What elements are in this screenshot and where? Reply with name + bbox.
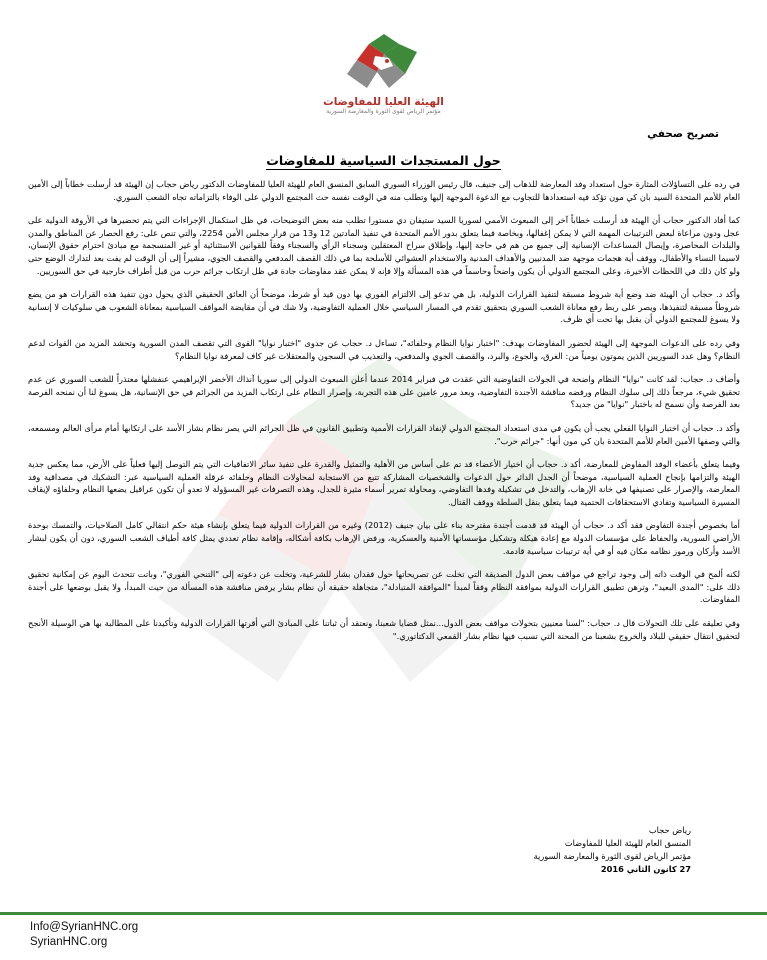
statement-label: تصريح صحفي	[647, 128, 719, 140]
logo-subtitle: مؤتمر الرياض لقوى الثورة والمعارضة السورية	[326, 108, 441, 115]
document-body	[28, 178, 740, 653]
paragraph: أما بخصوص أجندة التفاوض فقد أكد د. حجاب أن الهيئة قد قدمت أجندة مقترحة بناء على بيان جنيف (2012) وغيره من القرارات الدولية فيما يتعلق بإنشاء هيئة حكم انتقالي كامل الصلاحيات، والتمسك بوحدة الأراضي السورية، والحفاظ على مؤسسات الدولة مع إعادة هيكلة وتشكيل مؤسساتها الأمنية والعسكرية، ورفض الإرهاب بكافة أشكاله، وإقامة نظام تعددي يمثل كافة أطياف الشعب السوري، دون أن يكون لبشار الأسد وأركان ورموز نظامه مكان فيه أو في أية ترتيبات سياسية قادمة.	[28, 520, 740, 556]
signature-block	[534, 824, 691, 876]
paragraph: وفي رده على الدعوات الموجهة إلى الهيئة لحضور المفاوضات بهدف: "اختبار نوايا النظام وحلفائه"، تساءل د. حجاب عن جدوى "اختبار نوايا" القوى التي تقصف المدن السورية وتحشد المزيد من القوات لدعم النظام؟ وهل عدد السوريين الذين يموتون يومياً من: الغرق، والجوع، والبرد، والقصف الجوي والمدفعي، والتعذيب في السجون والمعتقلات غير كاف لمعرفة نوايا النظام؟	[28, 337, 740, 361]
paragraph: وفي تعليقه على تلك التحولات قال د. حجاب: "لسنا معنيين بتحولات مواقف بعض الدول...نمثل قضايا شعبنا، ونعتقد أن ثباتنا على المبادئ التي أقرتها القرارات الدولية وتأكيدنا على المطالبة بها هي الوسيلة الأنجح لتحقيق انتقال حقيقي للبلاد والخروج بشعبنا من المحنة التي تسبب فيها نظام بشار القمعي الدكتاتوري."	[28, 618, 740, 641]
paragraph: كما أفاد الدكتور حجاب أن الهيئة قد أرسلت خطاباً آخر إلى المبعوث الأممي لسوريا السيد ستيفان دي مستورا تطلب منه بعض التوضيحات، في ظل استكمال الإجراءات التي يتم تحضيرها في الأروقة الدولية على عجل ودون مراعاة لبعض الترتيبات المهمة التي لا يمكن إغفالها، وبخاصة فيما يتعلق بدور الأمم المتحدة في تنفيذ المادتين 12 و13 من قرار مجلس الأمن 2254، والتي تنص على: رفع الحصار عن المناطق والمدن والبلدات المحاصرة، وإيصال المساعدات الإنسانية إلى جميع من هم في حاجة إليها، وإطلاق سراح المعتقلين وسجناء الرأي والسجناء وفقاً للقوانين الاستثنائية أو غير المنسجمة مع مبادئ احترام حقوق الإنسان، لاسيما النساء والأطفال، ووقف أية هجمات موجهة ضد المدنيين والأهداف المدنية والاستخدام العشوائي للأسلحة بما في ذلك القصف المدفعي والقصف الجوي، مشيراً إلى أن الوقت لم يفت بعد لتدارك الوضع حتى ولو كان ذلك في اللحظات الأخيرة، وعلى المجتمع الدولي أن يكون واضحاً وحاسماً في هذه المسألة وإلا فإنه لا يمكن عقد مفاوضات جادة في ظل ارتكاب جرائم حرب من قبل أطراف خارجية في حق السوريين.	[28, 215, 741, 276]
paragraph: وفيما يتعلق بأعضاء الوفد المفاوض للمعارضة، أكد د. حجاب أن اختيار الأعضاء قد تم على أساس من الأهلية والتمثيل والقدرة على تنفيذ سائر الاتفاقيات التي يتم التوصل إليها فعلياً على الأرض، مما يعكس جدية الهيئة والتزامها بإنجاح العملية السياسية، موضحاً أن الجدل الدائر حول الدعوات والشخصيات المشاركة تتبع من الاستجابة لمحاولات النظام وحلفائه عرقلة العملية السياسية عبر: التشكيك في مصداقية وفد المعارضة، والإصرار على تصنيفها في خانة الإرهاب، والتدخل في تشكيلة وفدها التفاوضي، ومحاولة تمرير أسماء مثيرة للجدل، وهذه التصرفات غير المسؤولة لا تعدو أن تكون عراقيل يضعها النظام وحلفاؤه لإيقاف المسيرة السياسية وتفادي الاستحقاقات الحتمية فيما يتعلق بنقل السلطة ووقف القتال.	[28, 459, 740, 507]
paragraph: وأكد د. حجاب أن الهيئة ضد وضع أية شروط مسبقة لتنفيذ القرارات الدولية، بل هي تدعو إلى الالتزام الفوري بها دون قيد أو شرط، موضحاً أن العائق الحقيقي الذي يحول دون تنفيذ هذه القرارات هو من يضع شروطاً مسبقة لتنفيذها، ويصر على ربط رفع معاناة الشعب السوري بتحقيق تقدم في المسار السياسي خلال العملية التفاوضية، ولا شك في أن مقايضة المواقف السياسية بمعاناة الشعوب هي سلوكيات لا إنسانية ولا يسوغ للمجتمع الدولي أن يقبل بها تحت أي ظرف.	[28, 289, 740, 325]
document-title-text: حول المستجدات السياسية للمفاوضات	[266, 153, 501, 168]
paragraph: وأكد د. حجاب أن اختبار النوايا الفعلي يجب أن يكون في مدى استعداد المجتمع الدولي لإنفاذ القرارات الأممية وتطبيق القانون في ظل الجرائم التي يصر نظام بشار الأسد على ارتكابها أمام مرأى العالم ومسمعه، والتي وصفها الأمين العام للأمم المتحدة بان كي مون أنها: "جرائم حرب".	[28, 422, 740, 446]
hnc-logo	[0, 30, 767, 116]
signature-name: رياض حجاب	[648, 825, 691, 835]
footer	[30, 920, 138, 950]
signature-org: مؤتمر الرياض لقوى الثورة والمعارضة السورية	[533, 851, 691, 861]
footer-website-link[interactable]: SyrianHNC.org	[30, 936, 108, 948]
hnc-emblem-icon	[339, 30, 429, 92]
footer-divider	[0, 912, 767, 915]
paragraph: في رده على التساؤلات المثارة حول استعداد وفد المعارضة للذهاب إلى جنيف، قال رئيس الوزراء السوري السابق المنسق العام للهيئة العليا للمفاوضات الدكتور رياض حجاب إن الهيئة قد أرسلت خطاباً إلى الأمين العام للأمم المتحدة السيد بان كي مون تؤكد فيه استعدادها للتجاوب مع الدعوة الموجهة إليها وتطلب منه في الوقت نفسه حث المجتمع الدولي على الوفاء بالتزاماته تجاه الشعب السوري.	[28, 179, 740, 202]
logo-name: الهيئة العليا للمفاوضات	[323, 96, 444, 108]
document-title	[0, 153, 767, 168]
footer-email-link[interactable]: Info@SyrianHNC.org	[30, 921, 139, 933]
paragraph: لكنه ألمح في الوقت ذاته إلى وجود تراجع في مواقف بعض الدول الصديقة التي تخلت عن تصريحاتها حول فقدان بشار للشرعية، وتخلت عن دعوته إلى "التنحي الفوري"، وباتت تتحدث اليوم عن إمكانية تحقيق ذلك على: "المدى البعيد"، وترهن تطبيق القرارات الدولية بموافقة النظام وفقاً لمبدأ "الموافقة المتبادلة"، متجاهلة حقيقة أن نظام بشار يرفض مناقشة هذه المسألة من حيث المبدأ، ولا يقبل بوضعها على أجندة المفاوضات.	[28, 569, 740, 605]
signature-date: 27 كانون الثاني 2016	[600, 864, 691, 874]
paragraph: وأضاف د. حجاب: لقد كانت "نوايا" النظام واضحة في الجولات التفاوضية التي عقدت في فبراير 2014 عندما أعلن المبعوث الدولي إلى سوريا آنذاك الأخضر الإبراهيمي عنفشلها معتذراً للشعب السوري عن عدم تحقيق شيء، مرجعاً ذلك إلى سلوك النظام ورفضه مناقشة الأجندة التفاوضية، وبعد مرور عامين على هذه التجربة، وإصرار النظام على ارتكاب المزيد من الجرائم في حق الإنسانية، هل يسوغ لنا أن نمنحه الفرصة بعد الفرصة وأن نسمح له باختبار "نوايا" من جديد؟	[28, 374, 741, 410]
signature-role: المنسق العام للهيئة العليا للمفاوضات	[564, 838, 691, 848]
